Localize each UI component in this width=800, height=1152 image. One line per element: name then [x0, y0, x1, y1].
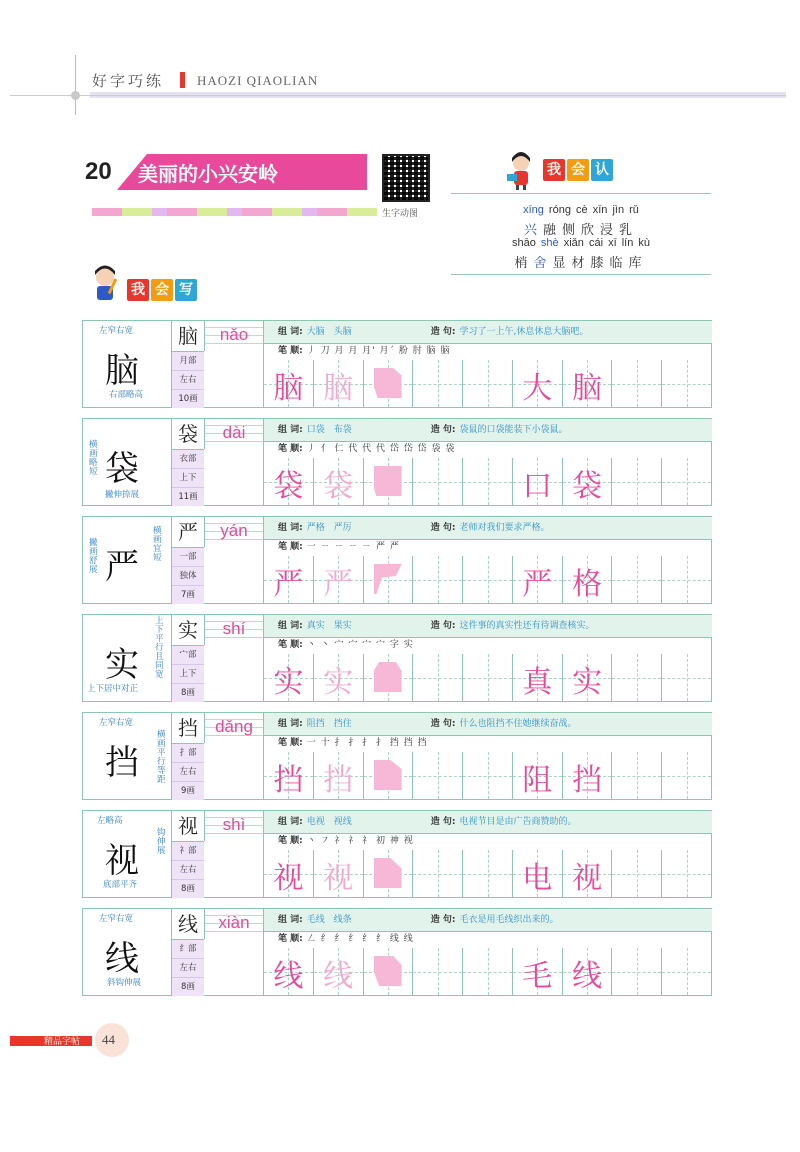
pinyin-box: dǎng	[204, 713, 263, 743]
badge-hui: 会	[151, 279, 173, 301]
practice-grid	[263, 458, 712, 505]
word-character: 实	[572, 665, 603, 700]
example-sentence: 袋鼠的口袋能装下小袋鼠。	[459, 425, 568, 435]
words-sentence-bar	[263, 419, 712, 442]
info-character: 严	[172, 517, 204, 548]
badge-ren: 认	[591, 159, 613, 181]
practice-grid-cell[interactable]	[612, 948, 662, 995]
words-sentence-bar	[263, 811, 712, 834]
practice-grid-cell[interactable]	[314, 948, 364, 995]
hanzi: 乳	[619, 223, 639, 238]
stroke-order-label: 笔 顺:	[278, 444, 303, 454]
practice-grid-cell[interactable]	[463, 360, 513, 407]
recognize-bottom-rule	[451, 274, 711, 275]
practice-grid-cell[interactable]	[463, 948, 513, 995]
stroke-order: ㇜ 纟 纟 纟 纟 纟 线 线	[306, 934, 414, 944]
stroke-order: 丶 ㇇ 礻 礻 礻 初 神 视	[306, 836, 414, 846]
practice-grid-cell[interactable]	[264, 948, 314, 995]
trace-character: 线	[323, 959, 354, 994]
structure: 左右	[172, 371, 204, 390]
character-row	[82, 320, 712, 408]
example-words: 口袋 布袋	[306, 425, 352, 435]
pinyin: xī	[608, 237, 617, 249]
pinyin: lín	[621, 237, 634, 249]
practice-grid-cell[interactable]	[314, 850, 364, 897]
stroke-count: 10画	[172, 390, 204, 408]
practice-grid-cell[interactable]	[563, 556, 613, 603]
lesson-number: 20	[85, 158, 112, 185]
practice-grid-cell[interactable]	[264, 556, 314, 603]
practice-grid-cell[interactable]	[612, 360, 662, 407]
header-dot	[71, 91, 80, 100]
pinyin: xīn	[592, 204, 608, 216]
stroke-count: 7画	[172, 586, 204, 604]
trace-character: 严	[323, 567, 354, 602]
word-character: 真	[522, 665, 553, 700]
stroke-order: 一 十 扌 扌 扌 扌 挡 挡 挡	[306, 738, 428, 748]
info-column	[171, 713, 204, 799]
demo-box	[83, 713, 171, 799]
practice-grid-cell[interactable]	[463, 458, 513, 505]
writing-tip: 上下平行且同宽	[155, 616, 164, 680]
practice-grid-cell[interactable]	[563, 458, 613, 505]
hanzi: 显	[552, 256, 572, 271]
radical: 纟部	[172, 940, 204, 959]
badge-hui: 会	[567, 159, 589, 181]
words-label: 组 词:	[278, 425, 303, 435]
info-column	[171, 615, 204, 701]
word-character: 线	[572, 959, 603, 994]
practice-grid-cell[interactable]	[612, 556, 662, 603]
practice-grid-cell[interactable]	[563, 948, 613, 995]
hanzi: 欣	[581, 223, 601, 238]
hanzi: 临	[609, 256, 629, 271]
practice-grid-cell[interactable]	[513, 556, 563, 603]
practice-grid	[263, 850, 712, 897]
stroke-order-label: 笔 顺:	[278, 346, 303, 356]
badge-xie: 写	[175, 279, 197, 301]
practice-grid	[263, 360, 712, 407]
sentence-label: 造 句:	[430, 915, 456, 925]
word-character: 电	[522, 861, 553, 896]
radical: 一部	[172, 548, 204, 567]
stroke-order-bar	[263, 343, 712, 361]
recognize-badges	[543, 159, 615, 181]
pinyin-box: nǎo	[204, 321, 263, 351]
demo-character: 严	[105, 547, 139, 587]
partial-trace-shape	[374, 662, 402, 692]
practice-grid-cell[interactable]	[364, 850, 414, 897]
character-row	[82, 810, 712, 898]
radical: 月部	[172, 352, 204, 371]
practice-grid-cell[interactable]	[413, 360, 463, 407]
writing-tip: 撇画舒展	[89, 538, 98, 575]
practice-grid-cell[interactable]	[662, 850, 712, 897]
stroke-order: 丿 刀 月 月 月' 月ˊ 肦 肘 脑 脑	[306, 346, 451, 356]
info-column	[171, 811, 204, 897]
practice-grid-cell[interactable]	[413, 850, 463, 897]
info-character: 袋	[172, 419, 204, 450]
word-character: 口	[522, 469, 553, 504]
info-character: 线	[172, 909, 204, 940]
stroke-order-bar	[263, 735, 712, 753]
qr-code-icon[interactable]	[382, 154, 430, 202]
demo-box	[83, 419, 171, 505]
info-column	[171, 909, 204, 995]
demo-box	[83, 811, 171, 897]
writing-tip: 右部略高	[109, 390, 144, 400]
practice-grid-cell[interactable]	[413, 458, 463, 505]
radical: 衣部	[172, 450, 204, 469]
page-number: 44	[102, 1032, 115, 1047]
sentence-label: 造 句:	[430, 327, 456, 337]
practice-grid-cell[interactable]	[413, 948, 463, 995]
demo-box	[83, 909, 171, 995]
word-character: 挡	[572, 763, 603, 798]
writing-tip: 横画平行等距	[157, 730, 166, 785]
practice-grid-cell[interactable]	[612, 850, 662, 897]
demo-box	[83, 517, 171, 603]
pinyin: xīng	[523, 204, 544, 216]
practice-grid-cell[interactable]	[413, 556, 463, 603]
words-sentence-bar	[263, 909, 712, 932]
character-row	[82, 418, 712, 506]
practice-grid-cell[interactable]	[612, 458, 662, 505]
demo-character: 线	[105, 939, 139, 979]
words-sentence-bar	[263, 615, 712, 638]
practice-grid-cell[interactable]	[364, 556, 414, 603]
pinyin: xiǎn	[563, 237, 584, 249]
writing-tip: 左窄右宽	[99, 718, 134, 728]
example-sentence: 这件事的真实性还有待调查核实。	[459, 621, 595, 631]
demo-character: 实	[105, 645, 139, 685]
writing-tip: 左窄右宽	[99, 326, 134, 336]
hanzi: 梢	[514, 256, 534, 271]
header-rule	[10, 95, 786, 96]
practice-grid-cell[interactable]	[314, 654, 364, 701]
demo-character: 挡	[105, 743, 139, 783]
character-row	[82, 516, 712, 604]
example-sentence: 电视节目是由广告商赞助的。	[459, 817, 577, 827]
practice-grid-cell[interactable]	[413, 654, 463, 701]
word-character: 脑	[572, 371, 603, 406]
radical: 礻部	[172, 842, 204, 861]
practice-grid-cell[interactable]	[314, 556, 364, 603]
words-sentence-bar	[263, 713, 712, 736]
stroke-order: 丿 亻 仁 代 代 代 岱 岱 岱 袋 袋	[306, 444, 456, 454]
hanzi: 舍	[533, 256, 553, 271]
demo-character: 视	[105, 841, 139, 881]
sentence-label: 造 句:	[430, 719, 456, 729]
writing-tip: 撇伸捺展	[105, 490, 140, 500]
practice-grid	[263, 948, 712, 995]
words-label: 组 词:	[278, 817, 303, 827]
practice-grid	[263, 556, 712, 603]
pinyin-box: shì	[204, 811, 263, 841]
demo-box	[83, 615, 171, 701]
demo-box	[83, 321, 171, 407]
word-character: 大	[522, 371, 553, 406]
header-rule-vertical	[75, 55, 76, 115]
trace-character: 脑	[323, 371, 354, 406]
word-character: 严	[522, 567, 553, 602]
practice-grid-cell[interactable]	[264, 458, 314, 505]
character-row	[82, 712, 712, 800]
words-label: 组 词:	[278, 327, 303, 337]
stroke-count: 8画	[172, 978, 204, 996]
stroke-order: 一 ㄧ ㄧ ㄧ ㄧ 严 严	[306, 542, 400, 552]
recognize-hanzi-row-1	[451, 219, 711, 238]
sentence-label: 造 句:	[430, 817, 456, 827]
practice-grid-cell[interactable]	[513, 654, 563, 701]
writing-tip: 横画宜短	[153, 526, 162, 563]
pinyin: shè	[540, 237, 559, 249]
stroke-order-bar	[263, 931, 712, 949]
structure: 左右	[172, 763, 204, 782]
practice-grid-cell[interactable]	[662, 360, 712, 407]
writing-tip: 斜钩伸展	[107, 978, 142, 988]
header-bar-icon	[180, 72, 185, 88]
stroke-count: 8画	[172, 880, 204, 898]
example-words: 大脑 头脑	[306, 327, 352, 337]
writing-tip: 底部平齐	[103, 880, 138, 890]
demo-character: 袋	[105, 449, 139, 489]
practice-grid-cell[interactable]	[612, 654, 662, 701]
partial-trace-shape	[374, 368, 402, 398]
model-character: 实	[273, 665, 304, 700]
structure: 上下	[172, 665, 204, 684]
model-character: 挡	[273, 763, 304, 798]
badge-wo: 我	[543, 159, 565, 181]
example-words: 真实 果实	[306, 621, 352, 631]
write-badges	[127, 279, 199, 301]
words-label: 组 词:	[278, 621, 303, 631]
practice-grid-cell[interactable]	[364, 752, 414, 799]
stroke-order-label: 笔 顺:	[278, 934, 303, 944]
pinyin: cè	[576, 204, 588, 216]
practice-grid-cell[interactable]	[513, 948, 563, 995]
word-character: 视	[572, 861, 603, 896]
sentence-label: 造 句:	[430, 523, 456, 533]
recognize-top-rule	[451, 193, 711, 194]
stroke-order-bar	[263, 637, 712, 655]
decorative-stripes	[92, 208, 377, 216]
practice-grid-cell[interactable]	[662, 752, 712, 799]
pinyin-box: dài	[204, 419, 263, 449]
character-row	[82, 614, 712, 702]
pinyin-box: yán	[204, 517, 263, 547]
pinyin: cái	[588, 237, 604, 249]
hanzi: 库	[628, 256, 648, 271]
header-title: 好字巧练	[92, 72, 165, 90]
header-title-en: HAOZI QIAOLIAN	[197, 73, 319, 88]
lesson-title: 美丽的小兴安岭	[138, 162, 278, 186]
example-sentence: 学习了一上午,休息休息大脑吧。	[459, 327, 589, 337]
practice-grid-cell[interactable]	[364, 458, 414, 505]
trace-character: 视	[323, 861, 354, 896]
example-words: 电视 视线	[306, 817, 352, 827]
stroke-order-bar	[263, 833, 712, 851]
practice-grid-cell[interactable]	[364, 360, 414, 407]
practice-grid-cell[interactable]	[463, 850, 513, 897]
words-sentence-bar	[263, 321, 712, 344]
practice-grid-cell[interactable]	[563, 360, 613, 407]
practice-grid-cell[interactable]	[364, 654, 414, 701]
stroke-order-bar	[263, 441, 712, 459]
stroke-order: 丶 丶 宀 宀 宀 宀 字 实	[306, 640, 414, 650]
trace-character: 挡	[323, 763, 354, 798]
pinyin: jìn	[612, 204, 625, 216]
writing-tip: 左略高	[97, 816, 123, 826]
practice-grid-cell[interactable]	[662, 948, 712, 995]
partial-trace-shape	[374, 956, 402, 986]
example-sentence: 什么也阻挡不住她继续奋战。	[459, 719, 577, 729]
practice-grid-cell[interactable]	[513, 360, 563, 407]
words-sentence-bar	[263, 517, 712, 540]
qr-label: 生字动图	[382, 209, 419, 219]
writing-tip: 左窄右宽	[99, 914, 134, 924]
example-words: 严格 严厉	[306, 523, 352, 533]
writing-tip: 钩伸展	[157, 828, 166, 856]
pinyin: kù	[638, 237, 651, 249]
practice-grid-cell[interactable]	[513, 850, 563, 897]
hanzi: 兴	[523, 223, 543, 238]
practice-grid-cell[interactable]	[563, 752, 613, 799]
partial-trace-shape	[374, 564, 402, 594]
hanzi: 材	[571, 256, 591, 271]
info-character: 脑	[172, 321, 204, 352]
example-sentence: 老师对我们要求严格。	[459, 523, 550, 533]
trace-character: 实	[323, 665, 354, 700]
word-character: 袋	[572, 469, 603, 504]
practice-grid-cell[interactable]	[314, 360, 364, 407]
practice-grid-cell[interactable]	[513, 752, 563, 799]
practice-grid-cell[interactable]	[662, 556, 712, 603]
partial-trace-shape	[374, 760, 402, 790]
practice-grid-cell[interactable]	[563, 850, 613, 897]
word-character: 毛	[522, 959, 553, 994]
badge-wo: 我	[127, 279, 149, 301]
footer-label: 精品字帖	[44, 1037, 81, 1047]
practice-grid-cell[interactable]	[364, 948, 414, 995]
stroke-count: 11画	[172, 488, 204, 506]
info-column	[171, 517, 204, 603]
sentence-label: 造 句:	[430, 425, 456, 435]
radical: 扌部	[172, 744, 204, 763]
info-character: 实	[172, 615, 204, 646]
words-label: 组 词:	[278, 719, 303, 729]
demo-character: 脑	[105, 351, 139, 391]
practice-grid-cell[interactable]	[264, 360, 314, 407]
practice-grid	[263, 654, 712, 701]
words-label: 组 词:	[278, 915, 303, 925]
stroke-order-bar	[263, 539, 712, 557]
model-character: 严	[273, 567, 304, 602]
practice-grid-cell[interactable]	[314, 458, 364, 505]
hanzi: 浸	[600, 223, 620, 238]
stroke-order-label: 笔 顺:	[278, 738, 303, 748]
recognize-pinyin-row-2	[451, 237, 711, 249]
words-label: 组 词:	[278, 523, 303, 533]
info-character: 视	[172, 811, 204, 842]
practice-grid-cell[interactable]	[563, 654, 613, 701]
practice-grid-cell[interactable]	[612, 752, 662, 799]
stroke-order-label: 笔 顺:	[278, 640, 303, 650]
recognize-hanzi-row-2	[451, 252, 711, 271]
pinyin: shāo	[511, 237, 536, 249]
practice-grid-cell[interactable]	[513, 458, 563, 505]
practice-grid-cell[interactable]	[413, 752, 463, 799]
partial-trace-shape	[374, 466, 402, 496]
structure: 左右	[172, 959, 204, 978]
practice-grid-cell[interactable]	[463, 654, 513, 701]
info-character: 挡	[172, 713, 204, 744]
structure: 左右	[172, 861, 204, 880]
example-words: 阻挡 挡住	[306, 719, 352, 729]
stroke-order-label: 笔 顺:	[278, 836, 303, 846]
model-character: 袋	[273, 469, 304, 504]
radical: 宀部	[172, 646, 204, 665]
hanzi: 侧	[561, 223, 581, 238]
girl-mascot-icon	[505, 152, 539, 190]
trace-character: 袋	[323, 469, 354, 504]
model-character: 线	[273, 959, 304, 994]
stroke-order-label: 笔 顺:	[278, 542, 303, 552]
hanzi: 膝	[590, 256, 610, 271]
pinyin-box: shí	[204, 615, 263, 645]
word-character: 阻	[522, 763, 553, 798]
partial-trace-shape	[374, 858, 402, 888]
stroke-count: 8画	[172, 684, 204, 702]
character-row	[82, 908, 712, 996]
info-column	[171, 419, 204, 505]
example-sentence: 毛衣是用毛线织出来的。	[459, 915, 559, 925]
practice-grid-cell[interactable]	[463, 752, 513, 799]
practice-grid-cell[interactable]	[264, 654, 314, 701]
model-character: 视	[273, 861, 304, 896]
example-words: 毛线 线条	[306, 915, 352, 925]
practice-grid-cell[interactable]	[264, 850, 314, 897]
pinyin: rǔ	[629, 204, 639, 216]
practice-grid-cell[interactable]	[662, 458, 712, 505]
writing-tip: 上下居中对正	[87, 684, 139, 694]
practice-grid-cell[interactable]	[463, 556, 513, 603]
practice-grid	[263, 752, 712, 799]
writing-tip: 横画略短	[89, 440, 98, 477]
boy-mascot-icon	[88, 264, 124, 304]
info-column	[171, 321, 204, 407]
pinyin-box: xiàn	[204, 909, 263, 939]
structure: 上下	[172, 469, 204, 488]
hanzi: 融	[542, 223, 562, 238]
practice-grid-cell[interactable]	[662, 654, 712, 701]
practice-grid-cell[interactable]	[314, 752, 364, 799]
practice-grid-cell[interactable]	[264, 752, 314, 799]
recognize-pinyin-row-1	[451, 204, 711, 216]
structure: 独体	[172, 567, 204, 586]
stroke-count: 9画	[172, 782, 204, 800]
sentence-label: 造 句:	[430, 621, 456, 631]
model-character: 脑	[273, 371, 304, 406]
pinyin: róng	[548, 204, 571, 216]
word-character: 格	[572, 567, 603, 602]
